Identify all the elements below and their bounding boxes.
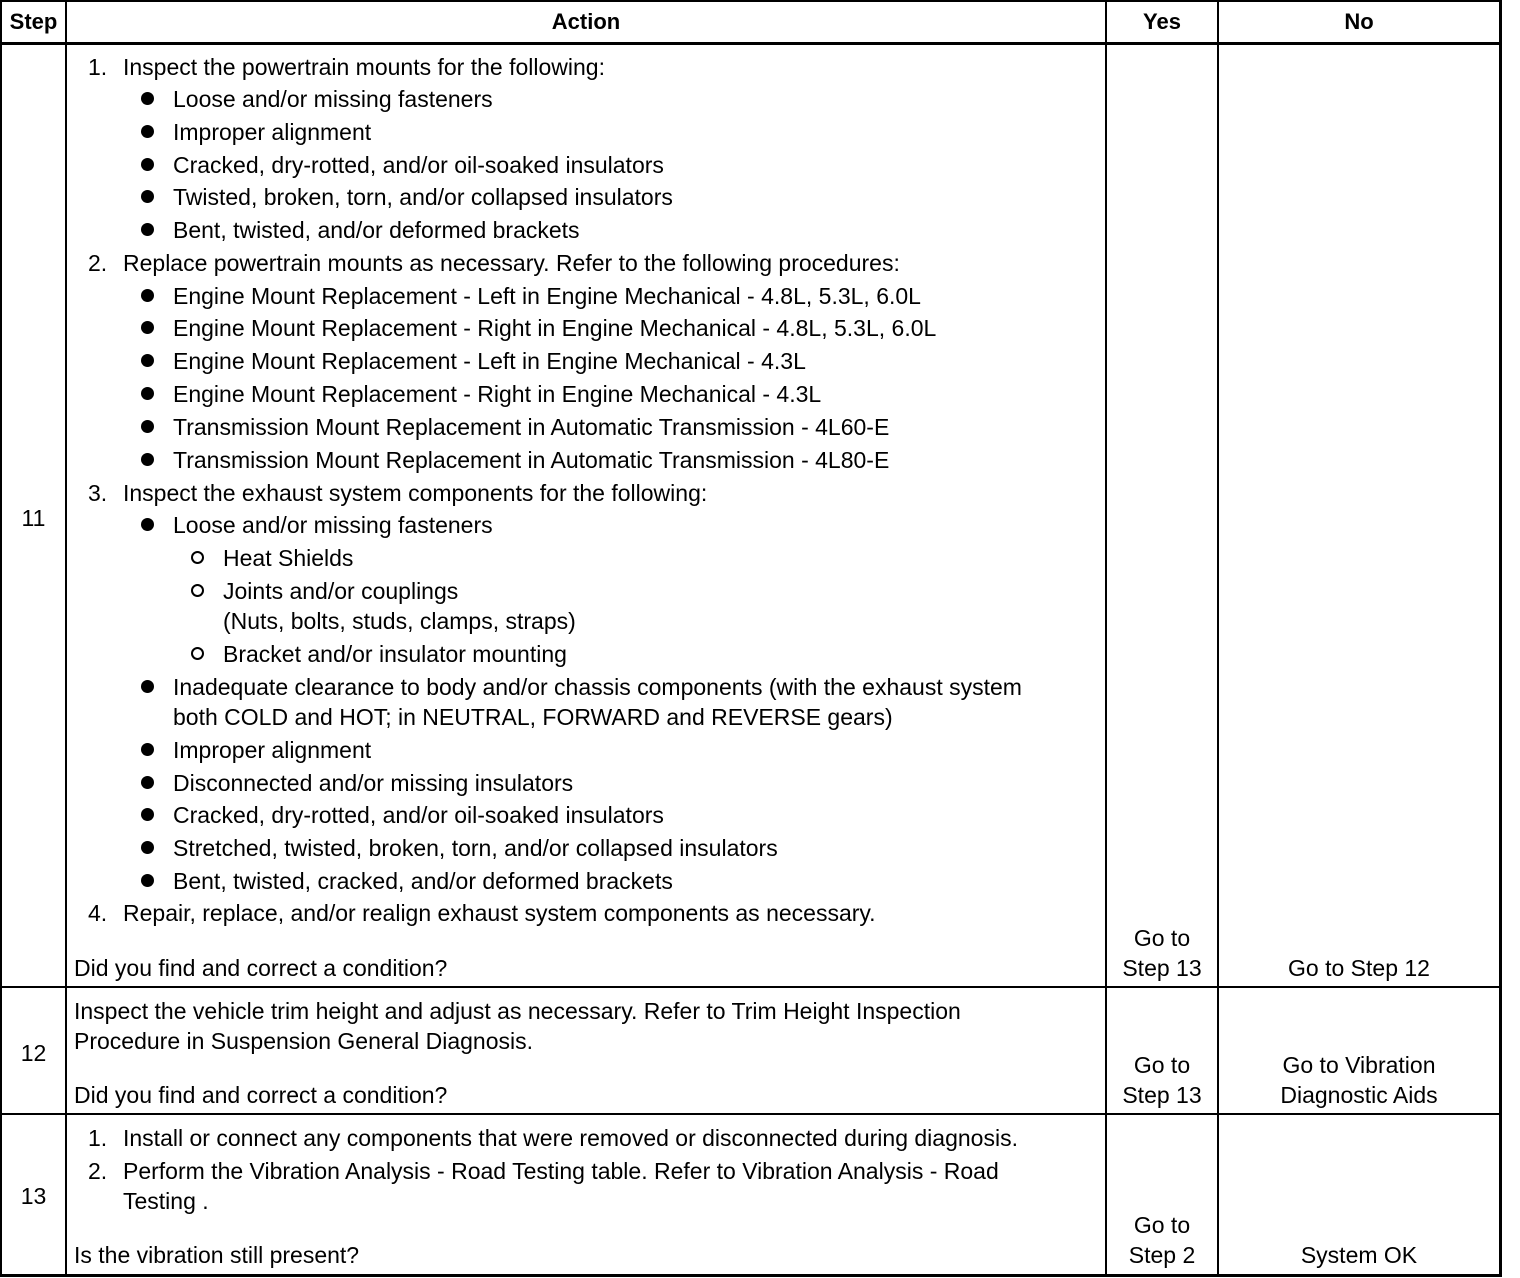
sub-bullet-icon: [191, 647, 204, 660]
list-item: Disconnected and/or missing insulators: [173, 770, 574, 796]
bullet-icon: [141, 808, 154, 821]
list-number: 2.: [88, 1158, 108, 1184]
list-item: Engine Mount Replacement - Right in Engine Mechanical - 4.3L: [173, 381, 822, 407]
bullet-icon: [141, 841, 154, 854]
row-divider-11-12: [0, 986, 1502, 988]
bullet-icon: [141, 420, 154, 433]
list-item: Engine Mount Replacement - Right in Engine Mechanical - 4.8L, 5.3L, 6.0L: [173, 315, 937, 341]
no-result: System OK: [1300, 1242, 1418, 1268]
step-number: 11: [21, 505, 46, 531]
list-item: Transmission Mount Replacement in Automatic Transmission - 4L60-E: [173, 414, 890, 440]
list-item: Improper alignment: [173, 737, 372, 763]
list-item: (Nuts, bolts, studs, clamps, straps): [223, 608, 576, 634]
no-result: Go to Vibration: [1282, 1052, 1436, 1078]
bullet-icon: [141, 354, 154, 367]
list-number: 4.: [88, 900, 108, 926]
list-item: Loose and/or missing fasteners: [173, 512, 493, 538]
list-number: 1.: [88, 1125, 108, 1151]
list-item: Bracket and/or insulator mounting: [223, 641, 567, 667]
bullet-icon: [141, 387, 154, 400]
bullet-icon: [141, 92, 154, 105]
bullet-icon: [141, 190, 154, 203]
question: Did you find and correct a condition?: [74, 955, 448, 981]
list-item: Stretched, twisted, broken, torn, and/or collapsed insulators: [173, 835, 778, 861]
no-result: Diagnostic Aids: [1280, 1082, 1438, 1108]
bullet-icon: [141, 776, 154, 789]
list-item: Twisted, broken, torn, and/or collapsed insulators: [173, 184, 673, 210]
list-item: Transmission Mount Replacement in Automatic Transmission - 4L80-E: [173, 447, 890, 473]
list-number: 3.: [88, 480, 108, 506]
list-item: Inadequate clearance to body and/or chassis components (with the exhaust system: [173, 674, 1022, 700]
col-divider-step: [65, 0, 67, 1277]
action-text: Procedure in Suspension General Diagnosis.: [74, 1028, 533, 1054]
list-item: Cracked, dry-rotted, and/or oil-soaked insulators: [173, 152, 664, 178]
yes-result: Step 13: [1122, 1082, 1202, 1108]
list-item: Inspect the exhaust system components for the following:: [123, 480, 708, 506]
list-item: Improper alignment: [173, 119, 372, 145]
sub-bullet-icon: [191, 551, 204, 564]
list-item: Loose and/or missing fasteners: [173, 86, 493, 112]
list-item: Cracked, dry-rotted, and/or oil-soaked insulators: [173, 802, 664, 828]
header-action: Action: [551, 9, 621, 34]
list-item: Repair, replace, and/or realign exhaust system components as necessary.: [123, 900, 876, 926]
bullet-icon: [141, 125, 154, 138]
bullet-icon: [141, 289, 154, 302]
header-step: Step: [9, 9, 58, 34]
bullet-icon: [141, 874, 154, 887]
step-number: 12: [20, 1040, 47, 1066]
list-item: Perform the Vibration Analysis - Road Testing table. Refer to Vibration Analysis - Road: [123, 1158, 999, 1184]
sub-bullet-icon: [191, 584, 204, 597]
list-item: Testing .: [123, 1188, 209, 1214]
yes-result: Go to: [1133, 925, 1191, 951]
row-divider-12-13: [0, 1113, 1502, 1115]
bullet-icon: [141, 223, 154, 236]
header-yes: Yes: [1143, 9, 1181, 34]
list-item: Inspect the powertrain mounts for the following:: [123, 54, 605, 80]
border-left: [0, 0, 2, 1277]
step-number: 13: [20, 1183, 47, 1209]
list-item: both COLD and HOT; in NEUTRAL, FORWARD and REVERSE gears): [173, 704, 893, 730]
list-item: Replace powertrain mounts as necessary. Refer to the following procedures:: [123, 250, 900, 276]
action-text: Inspect the vehicle trim height and adjust as necessary. Refer to Trim Height Inspection: [74, 998, 961, 1024]
list-item: Install or connect any components that were removed or disconnected during diagnosis.: [123, 1125, 1018, 1151]
list-item: Bent, twisted, and/or deformed brackets: [173, 217, 580, 243]
list-number: 1.: [88, 54, 108, 80]
bullet-icon: [141, 743, 154, 756]
header-no: No: [1344, 9, 1374, 34]
border-bottom: [0, 1274, 1502, 1277]
border-right: [1499, 0, 1502, 1277]
no-result: Go to Step 12: [1288, 955, 1430, 981]
yes-result: Step 2: [1128, 1242, 1196, 1268]
question: Did you find and correct a condition?: [74, 1082, 448, 1108]
list-item: Engine Mount Replacement - Left in Engine Mechanical - 4.3L: [173, 348, 806, 374]
list-item: Engine Mount Replacement - Left in Engine Mechanical - 4.8L, 5.3L, 6.0L: [173, 283, 921, 309]
bullet-icon: [141, 321, 154, 334]
question: Is the vibration still present?: [74, 1242, 360, 1268]
list-item: Heat Shields: [223, 545, 354, 571]
list-item: Joints and/or couplings: [223, 578, 459, 604]
bullet-icon: [141, 453, 154, 466]
bullet-icon: [141, 158, 154, 171]
list-number: 2.: [88, 250, 108, 276]
yes-result: Go to: [1133, 1212, 1191, 1238]
yes-result: Step 13: [1122, 955, 1202, 981]
bullet-icon: [141, 518, 154, 531]
bullet-icon: [141, 680, 154, 693]
yes-result: Go to: [1133, 1052, 1191, 1078]
list-item: Bent, twisted, cracked, and/or deformed brackets: [173, 868, 673, 894]
